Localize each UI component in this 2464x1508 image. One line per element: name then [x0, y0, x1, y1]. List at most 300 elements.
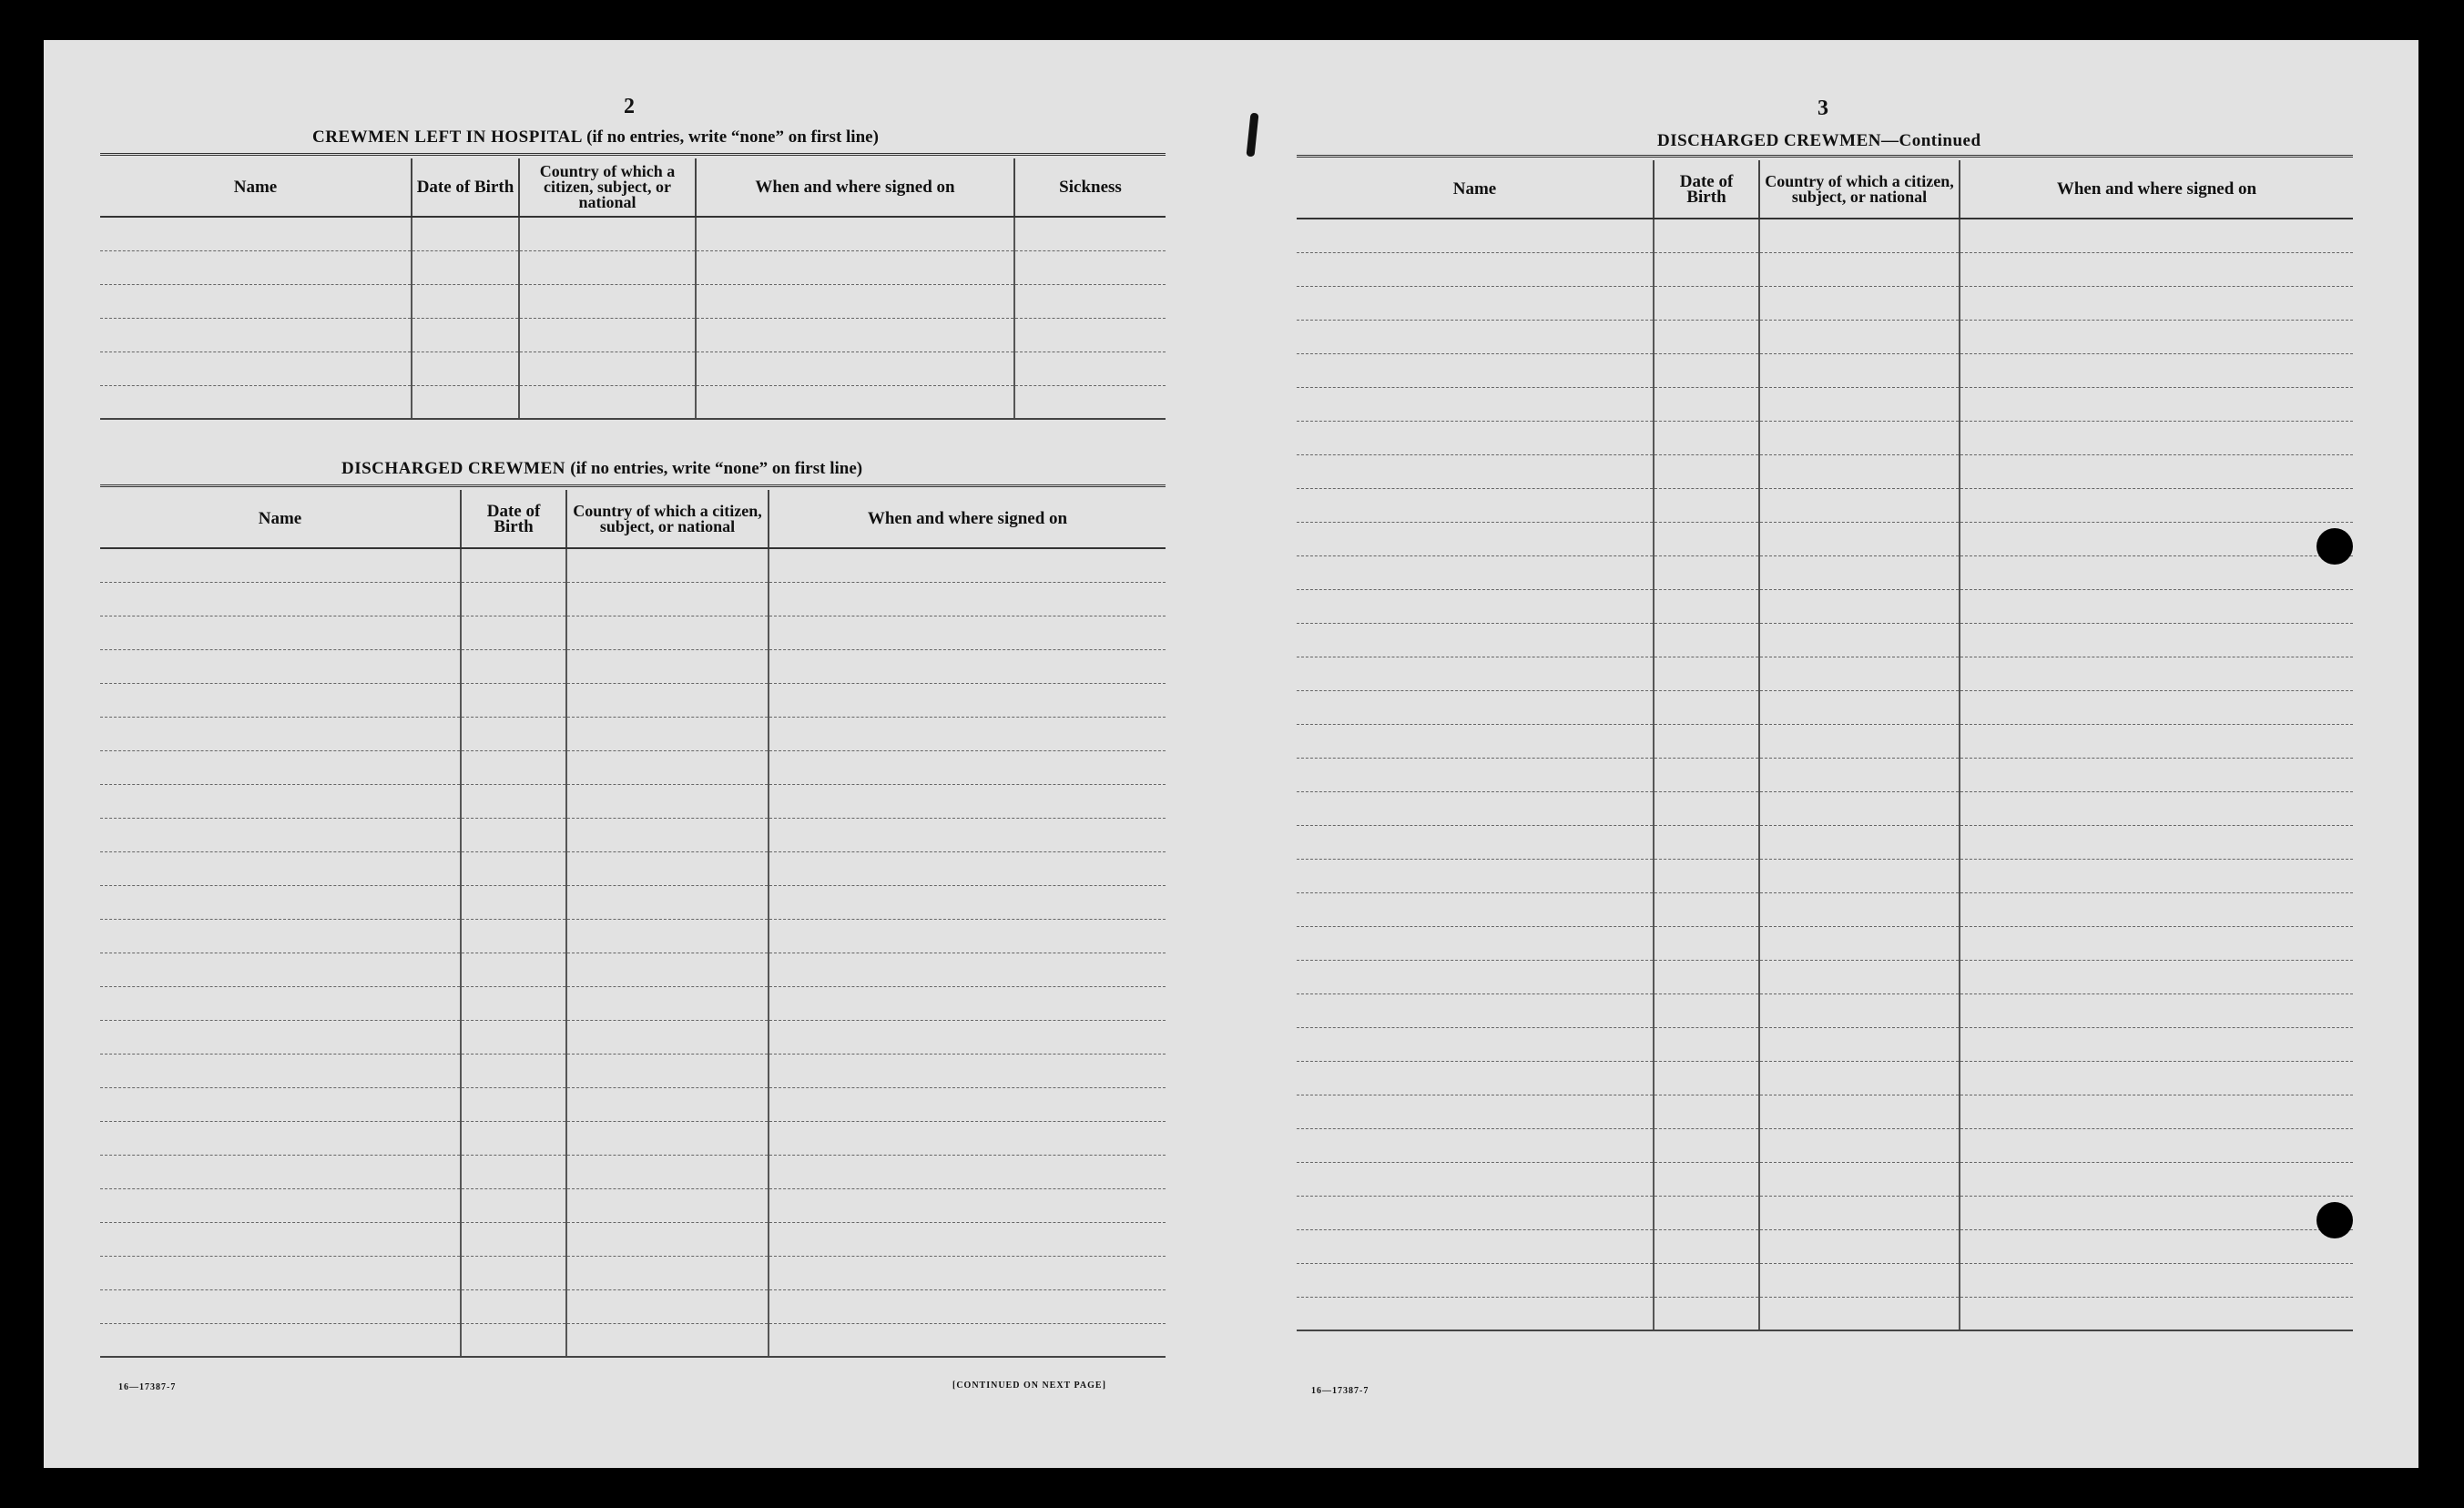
blank-cell [1960, 1162, 2353, 1196]
blank-cell [769, 750, 1166, 784]
blank-cell [100, 318, 412, 352]
blank-cell [1654, 219, 1759, 252]
blank-cell [1654, 657, 1759, 690]
blank-cell [100, 1323, 461, 1357]
continued-table-rule [1297, 155, 2353, 158]
blank-cell [1654, 825, 1759, 859]
blank-cell [100, 1054, 461, 1087]
blank-cell [1654, 1027, 1759, 1061]
blank-cell [1014, 217, 1166, 250]
blank-cell [1759, 1095, 1960, 1128]
blank-cell [1960, 1229, 2353, 1263]
blank-cell [1960, 1128, 2353, 1162]
blank-cell [1654, 286, 1759, 320]
blank-cell [412, 385, 519, 419]
blank-form-row [100, 986, 1166, 1020]
blank-form-row [1297, 1128, 2353, 1162]
blank-cell [1654, 454, 1759, 488]
hospital-col-name: Name [100, 158, 412, 217]
blank-cell [461, 1155, 566, 1188]
blank-cell [1759, 1263, 1960, 1297]
blank-cell [1654, 1162, 1759, 1196]
blank-cell [100, 885, 461, 919]
blank-cell [100, 784, 461, 818]
blank-cell [566, 919, 769, 953]
blank-cell [566, 683, 769, 717]
blank-form-row [100, 1289, 1166, 1323]
blank-cell [100, 683, 461, 717]
blank-cell [1759, 926, 1960, 960]
blank-cell [100, 649, 461, 683]
blank-cell [769, 818, 1166, 851]
blank-cell [1014, 385, 1166, 419]
blank-form-row [100, 1087, 1166, 1121]
discharged-continued-table [1297, 160, 2353, 1331]
blank-cell [1014, 352, 1166, 385]
blank-cell [1960, 589, 2353, 623]
blank-cell [1654, 1128, 1759, 1162]
blank-cell [1297, 859, 1654, 892]
blank-cell [1759, 960, 1960, 993]
blank-form-row [1297, 1229, 2353, 1263]
blank-cell [461, 1256, 566, 1289]
blank-cell [1297, 320, 1654, 353]
blank-cell [1297, 791, 1654, 825]
discharged-col-name: Name [100, 490, 461, 548]
blank-form-row [100, 616, 1166, 649]
blank-cell [1654, 1229, 1759, 1263]
blank-cell [1297, 1196, 1654, 1229]
blank-cell [1297, 286, 1654, 320]
blank-cell [566, 582, 769, 616]
blank-cell [1759, 1297, 1960, 1330]
blank-form-row [100, 250, 1166, 284]
blank-cell [461, 1054, 566, 1087]
blank-cell [1960, 690, 2353, 724]
blank-cell [100, 919, 461, 953]
blank-form-row [100, 284, 1166, 318]
blank-cell [461, 616, 566, 649]
blank-cell [1297, 993, 1654, 1027]
blank-cell [1297, 690, 1654, 724]
blank-cell [1654, 791, 1759, 825]
punch-hole-top [2316, 528, 2353, 565]
blank-cell [1960, 825, 2353, 859]
blank-cell [566, 649, 769, 683]
blank-cell [769, 919, 1166, 953]
blank-cell [1759, 488, 1960, 522]
blank-form-row [1297, 1196, 2353, 1229]
blank-form-row [1297, 657, 2353, 690]
blank-cell [100, 986, 461, 1020]
blank-cell [412, 250, 519, 284]
blank-cell [100, 548, 461, 582]
blank-cell [1759, 1162, 1960, 1196]
ink-mark [1247, 113, 1259, 158]
blank-cell [100, 1087, 461, 1121]
blank-cell [100, 750, 461, 784]
blank-cell [1297, 758, 1654, 791]
continued-col-country: Country of which a citizen, subject, or national [1759, 160, 1960, 219]
blank-cell [1654, 993, 1759, 1027]
blank-cell [1960, 1061, 2353, 1095]
blank-form-row [1297, 1263, 2353, 1297]
blank-cell [461, 582, 566, 616]
blank-cell [1297, 1162, 1654, 1196]
blank-cell [461, 1087, 566, 1121]
blank-form-row [1297, 589, 2353, 623]
blank-cell [1297, 1128, 1654, 1162]
continued-col-signed-on: When and where signed on [1960, 160, 2353, 219]
blank-form-row [1297, 1027, 2353, 1061]
discharged-col-country: Country of which a citizen, subject, or national [566, 490, 769, 548]
blank-cell [100, 851, 461, 885]
blank-cell [1960, 1297, 2353, 1330]
blank-cell [769, 1222, 1166, 1256]
blank-cell [1960, 892, 2353, 926]
scanned-form-sheet [44, 40, 2418, 1468]
blank-cell [1297, 1095, 1654, 1128]
blank-cell [1960, 286, 2353, 320]
blank-cell [1759, 758, 1960, 791]
blank-form-row [100, 919, 1166, 953]
blank-cell [1654, 252, 1759, 286]
blank-cell [1297, 219, 1654, 252]
blank-cell [100, 1222, 461, 1256]
blank-form-row [100, 1121, 1166, 1155]
hospital-section-title [312, 127, 879, 148]
blank-form-row [1297, 488, 2353, 522]
blank-form-row [1297, 926, 2353, 960]
blank-cell [1960, 1095, 2353, 1128]
blank-form-row [100, 649, 1166, 683]
blank-cell [412, 318, 519, 352]
blank-cell [461, 953, 566, 986]
blank-cell [1960, 859, 2353, 892]
blank-cell [1960, 724, 2353, 758]
blank-cell [1654, 1297, 1759, 1330]
blank-cell [1960, 993, 2353, 1027]
blank-cell [566, 953, 769, 986]
discharged-title-text: DISCHARGED CREWMEN [341, 459, 565, 478]
blank-cell [1297, 1027, 1654, 1061]
blank-cell [100, 250, 412, 284]
blank-form-row [100, 318, 1166, 352]
blank-cell [1014, 318, 1166, 352]
blank-form-row [1297, 1297, 2353, 1330]
blank-cell [1960, 758, 2353, 791]
blank-cell [100, 717, 461, 750]
blank-cell [769, 582, 1166, 616]
blank-cell [1654, 690, 1759, 724]
blank-cell [769, 986, 1166, 1020]
blank-form-row [1297, 690, 2353, 724]
blank-cell [1759, 1027, 1960, 1061]
blank-cell [1759, 353, 1960, 387]
continued-col-dob: Date of Birth [1654, 160, 1759, 219]
blank-cell [1654, 926, 1759, 960]
blank-cell [100, 582, 461, 616]
blank-cell [1759, 219, 1960, 252]
blank-form-row [100, 1188, 1166, 1222]
blank-cell [1759, 1061, 1960, 1095]
blank-cell [566, 1155, 769, 1188]
blank-cell [566, 1323, 769, 1357]
blank-cell [1654, 522, 1759, 555]
blank-cell [1654, 421, 1759, 454]
blank-cell [1297, 657, 1654, 690]
blank-cell [412, 352, 519, 385]
blank-form-row [100, 582, 1166, 616]
blank-cell [1654, 589, 1759, 623]
hospital-col-sickness: Sickness [1014, 158, 1166, 217]
blank-cell [566, 818, 769, 851]
blank-cell [461, 649, 566, 683]
blank-form-row [1297, 993, 2353, 1027]
blank-cell [461, 1289, 566, 1323]
blank-cell [100, 352, 412, 385]
blank-cell [461, 1323, 566, 1357]
blank-cell [100, 818, 461, 851]
blank-cell [1654, 1263, 1759, 1297]
blank-cell [1014, 250, 1166, 284]
blank-cell [769, 885, 1166, 919]
blank-cell [769, 1289, 1166, 1323]
blank-form-row [1297, 825, 2353, 859]
blank-cell [1297, 1061, 1654, 1095]
blank-cell [519, 284, 696, 318]
blank-cell [1960, 454, 2353, 488]
blank-form-row [1297, 623, 2353, 657]
blank-form-row [1297, 960, 2353, 993]
blank-cell [1297, 252, 1654, 286]
blank-cell [1759, 657, 1960, 690]
hospital-col-dob: Date of Birth [412, 158, 519, 217]
blank-cell [1759, 724, 1960, 758]
blank-cell [769, 1121, 1166, 1155]
blank-cell [1960, 421, 2353, 454]
blank-cell [696, 284, 1014, 318]
blank-cell [519, 385, 696, 419]
blank-cell [100, 616, 461, 649]
hospital-table [100, 158, 1166, 420]
blank-cell [1759, 993, 1960, 1027]
blank-cell [769, 784, 1166, 818]
left-form-number: 16—17387-7 [118, 1382, 177, 1392]
blank-cell [1960, 353, 2353, 387]
blank-cell [461, 548, 566, 582]
blank-cell [1759, 454, 1960, 488]
blank-cell [100, 1289, 461, 1323]
blank-cell [769, 1256, 1166, 1289]
discharged-col-signed-on: When and where signed on [769, 490, 1166, 548]
continued-note: [CONTINUED ON NEXT PAGE] [952, 1381, 1106, 1391]
blank-cell [519, 318, 696, 352]
blank-cell [566, 1020, 769, 1054]
blank-cell [1654, 555, 1759, 589]
blank-cell [519, 250, 696, 284]
blank-cell [1297, 892, 1654, 926]
blank-cell [769, 851, 1166, 885]
blank-form-row [100, 385, 1166, 419]
blank-cell [696, 250, 1014, 284]
blank-cell [100, 284, 412, 318]
blank-cell [1297, 1229, 1654, 1263]
blank-form-row [1297, 421, 2353, 454]
discharged-section-title [341, 459, 862, 479]
blank-form-row [1297, 892, 2353, 926]
punch-hole-bottom [2316, 1202, 2353, 1238]
blank-form-row [1297, 353, 2353, 387]
blank-form-row [100, 885, 1166, 919]
blank-cell [1759, 555, 1960, 589]
blank-cell [566, 717, 769, 750]
blank-form-row [1297, 219, 2353, 252]
blank-cell [1654, 353, 1759, 387]
blank-form-row [1297, 724, 2353, 758]
hospital-title-text: CREWMEN LEFT IN HOSPITAL [312, 127, 582, 147]
hospital-table-rule [100, 153, 1166, 156]
blank-cell [566, 885, 769, 919]
discharged-continued-title: DISCHARGED CREWMEN—Continued [1657, 131, 1981, 150]
blank-cell [1297, 387, 1654, 421]
blank-cell [461, 986, 566, 1020]
blank-form-row [100, 683, 1166, 717]
blank-cell [696, 385, 1014, 419]
blank-form-row [100, 1222, 1166, 1256]
blank-cell [1759, 1196, 1960, 1229]
blank-cell [769, 1087, 1166, 1121]
blank-cell [1759, 387, 1960, 421]
blank-cell [769, 1188, 1166, 1222]
blank-cell [1297, 353, 1654, 387]
blank-form-row [1297, 252, 2353, 286]
blank-cell [1654, 1095, 1759, 1128]
blank-cell [1960, 623, 2353, 657]
blank-cell [461, 1020, 566, 1054]
blank-form-row [1297, 791, 2353, 825]
blank-cell [1759, 690, 1960, 724]
left-page-number: 2 [624, 95, 635, 118]
blank-cell [1759, 252, 1960, 286]
blank-cell [461, 1222, 566, 1256]
blank-cell [769, 1054, 1166, 1087]
blank-cell [696, 318, 1014, 352]
blank-cell [696, 217, 1014, 250]
blank-cell [412, 284, 519, 318]
blank-cell [1960, 320, 2353, 353]
blank-form-row [1297, 286, 2353, 320]
blank-cell [1654, 623, 1759, 657]
blank-form-row [100, 1054, 1166, 1087]
continued-col-name: Name [1297, 160, 1654, 219]
blank-cell [1654, 320, 1759, 353]
blank-form-row [1297, 758, 2353, 791]
blank-cell [1654, 859, 1759, 892]
blank-cell [100, 1155, 461, 1188]
blank-cell [566, 1188, 769, 1222]
blank-cell [100, 1121, 461, 1155]
blank-cell [100, 1188, 461, 1222]
blank-cell [769, 548, 1166, 582]
blank-cell [566, 1222, 769, 1256]
blank-form-row [100, 717, 1166, 750]
blank-cell [566, 1087, 769, 1121]
blank-cell [461, 750, 566, 784]
blank-cell [1654, 1061, 1759, 1095]
blank-form-row [100, 1020, 1166, 1054]
blank-cell [769, 953, 1166, 986]
blank-form-row [1297, 320, 2353, 353]
blank-cell [566, 1121, 769, 1155]
blank-cell [1654, 892, 1759, 926]
blank-form-row [100, 352, 1166, 385]
blank-cell [566, 986, 769, 1020]
blank-cell [1759, 1128, 1960, 1162]
blank-cell [1759, 286, 1960, 320]
blank-cell [769, 683, 1166, 717]
blank-cell [1654, 724, 1759, 758]
blank-cell [1654, 758, 1759, 791]
blank-cell [100, 217, 412, 250]
blank-cell [461, 784, 566, 818]
blank-cell [412, 217, 519, 250]
blank-cell [100, 953, 461, 986]
blank-form-row [100, 1155, 1166, 1188]
blank-cell [519, 352, 696, 385]
blank-cell [100, 1256, 461, 1289]
blank-form-row [100, 818, 1166, 851]
blank-cell [1960, 555, 2353, 589]
blank-cell [1759, 791, 1960, 825]
blank-cell [1297, 724, 1654, 758]
right-form-number: 16—17387-7 [1311, 1386, 1369, 1396]
blank-form-row [100, 784, 1166, 818]
blank-cell [1960, 657, 2353, 690]
blank-form-row [1297, 1061, 2353, 1095]
blank-cell [566, 784, 769, 818]
blank-cell [1297, 454, 1654, 488]
blank-cell [566, 616, 769, 649]
blank-cell [1297, 623, 1654, 657]
blank-cell [1297, 488, 1654, 522]
blank-form-row [100, 750, 1166, 784]
blank-cell [1759, 1229, 1960, 1263]
blank-cell [1960, 522, 2353, 555]
blank-cell [1297, 1263, 1654, 1297]
blank-cell [461, 1188, 566, 1222]
blank-cell [566, 1054, 769, 1087]
blank-cell [1654, 1196, 1759, 1229]
blank-cell [519, 217, 696, 250]
blank-cell [566, 750, 769, 784]
blank-form-row [1297, 454, 2353, 488]
hospital-col-signed-on: When and where signed on [696, 158, 1014, 217]
blank-form-row [1297, 555, 2353, 589]
blank-cell [769, 616, 1166, 649]
blank-cell [461, 919, 566, 953]
blank-cell [1960, 252, 2353, 286]
blank-form-row [1297, 1095, 2353, 1128]
blank-form-row [100, 1323, 1166, 1357]
blank-cell [1654, 387, 1759, 421]
blank-form-row [1297, 1162, 2353, 1196]
blank-cell [1960, 488, 2353, 522]
blank-form-row [1297, 387, 2353, 421]
blank-cell [1960, 1027, 2353, 1061]
blank-cell [566, 1289, 769, 1323]
blank-cell [696, 352, 1014, 385]
